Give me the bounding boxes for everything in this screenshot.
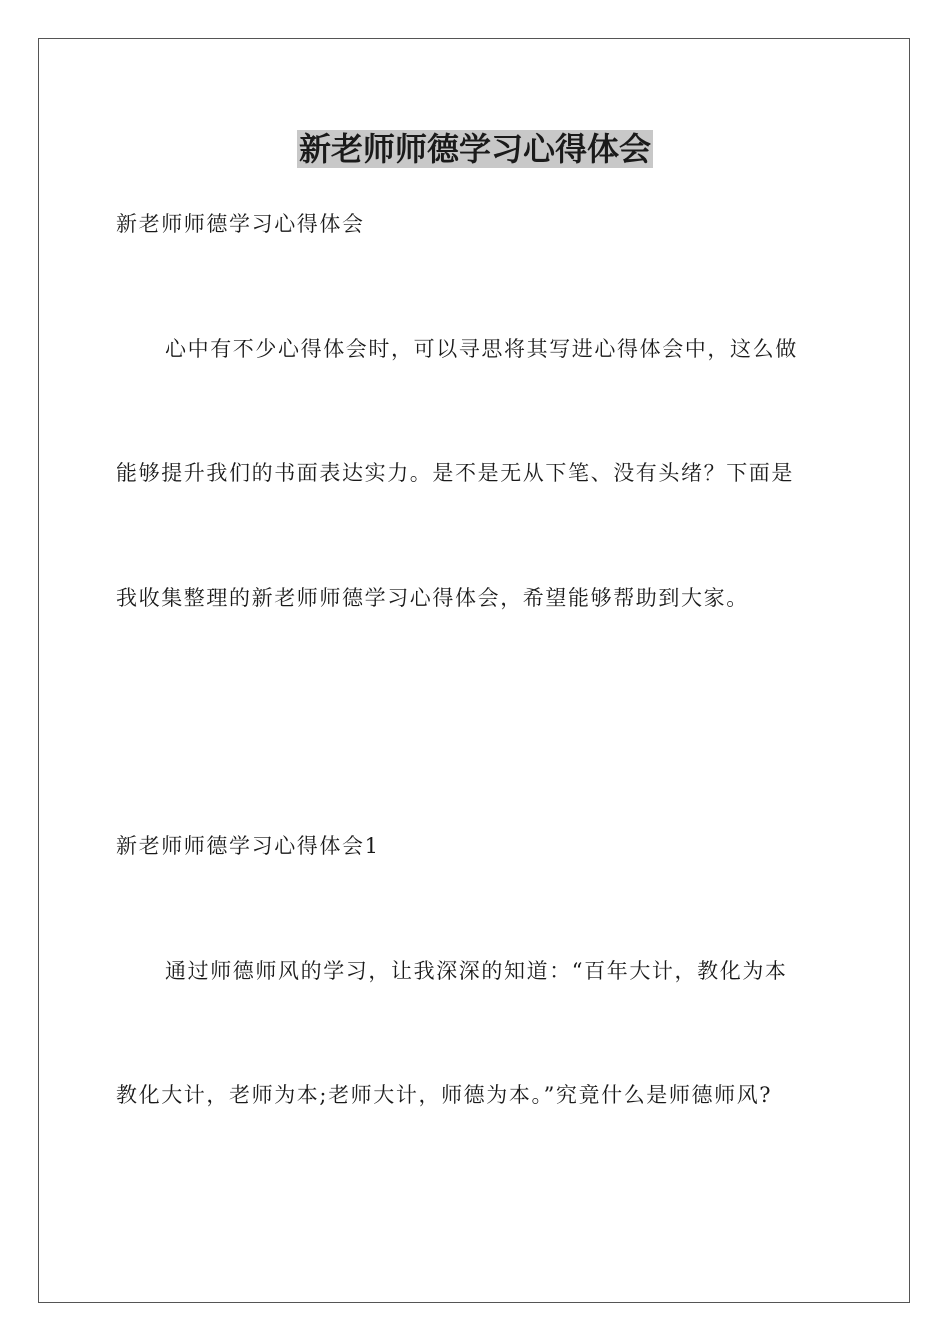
document-title <box>0 125 950 173</box>
section-paragraph-line-2: 教化大计，老师为本;老师大计，师德为本。”究竟什么是师德师风? <box>116 1083 773 1107</box>
document-title-text: 新老师师德学习心得体会 <box>298 130 651 168</box>
document-subtitle: 新老师师德学习心得体会 <box>116 212 365 236</box>
intro-paragraph-line-2: 能够提升我们的书面表达实力。是不是无从下笔、没有头绪？下面是 <box>116 461 794 485</box>
intro-paragraph-line-1: 心中有不少心得体会时，可以寻思将其写进心得体会中，这么做 <box>165 337 798 361</box>
section-heading: 新老师师德学习心得体会1 <box>116 834 380 858</box>
intro-paragraph-line-3: 我收集整理的新老师师德学习心得体会，希望能够帮助到大家。 <box>116 586 749 610</box>
section-paragraph-line-1: 通过师德师风的学习，让我深深的知道：“百年大计，教化为本 <box>165 959 788 983</box>
